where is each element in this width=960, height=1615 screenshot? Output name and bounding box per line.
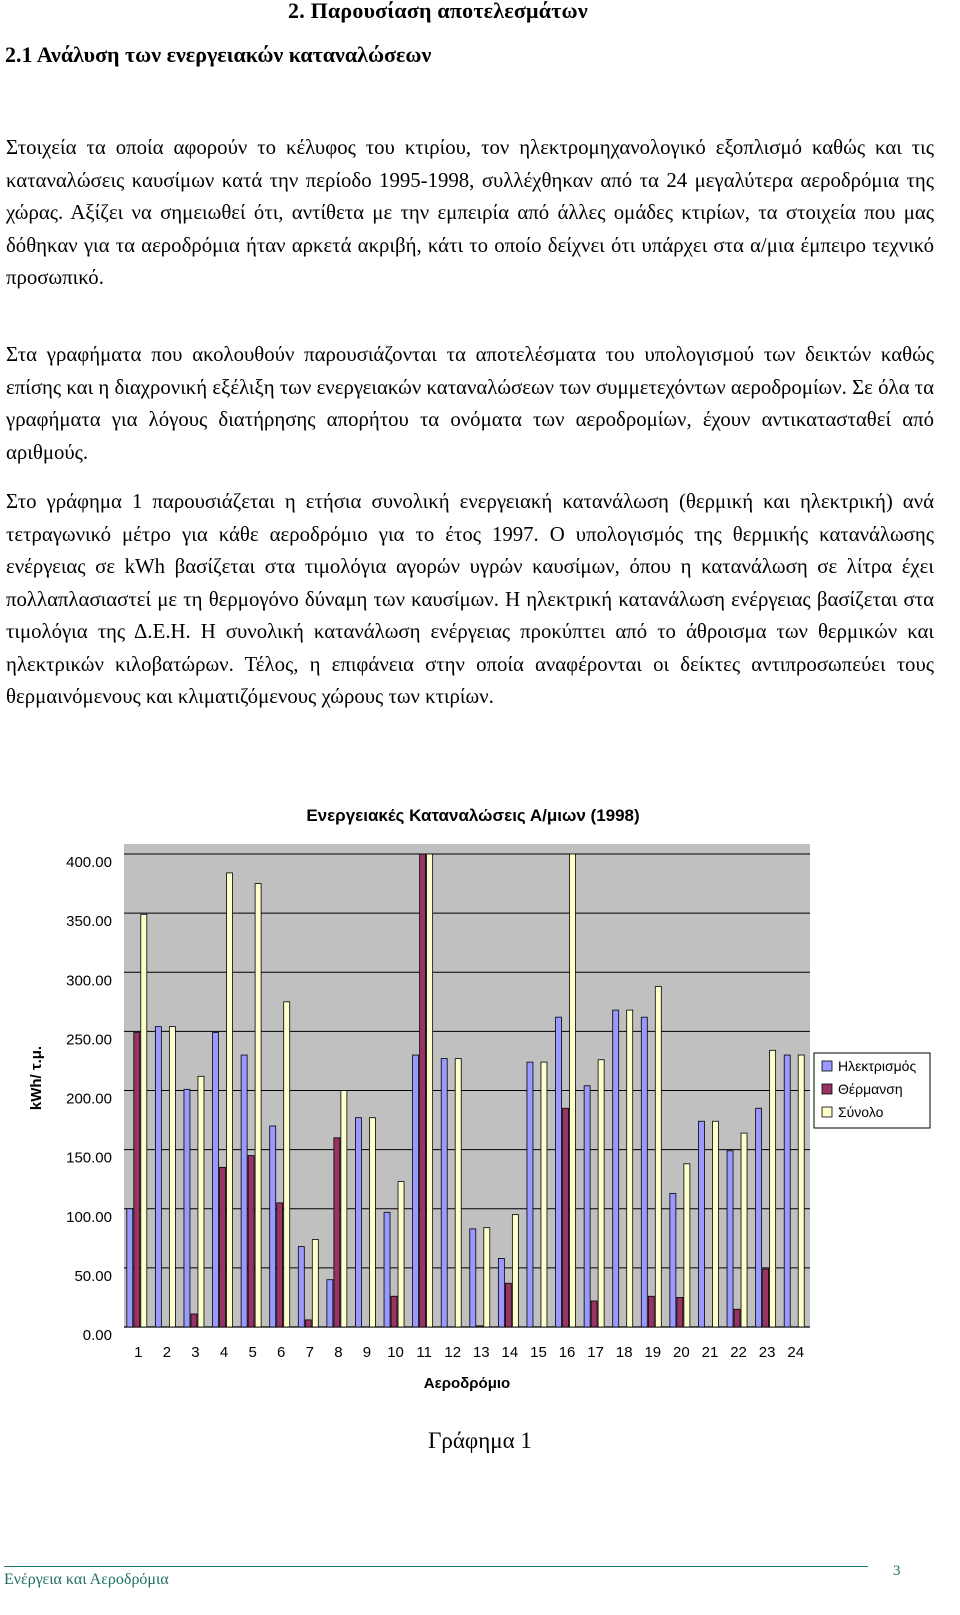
bar-total [484, 1228, 490, 1327]
x-tick-label: 6 [277, 1344, 286, 1361]
bar-electricity [641, 1017, 647, 1327]
bar-total [512, 1215, 518, 1327]
legend-swatch [822, 1061, 832, 1071]
section-title: 2.1 Ανάλυση των ενεργειακών καταναλώσεων [5, 42, 432, 67]
chart-title: Ενεργειακές Καταναλώσεις Α/μιων (1998) [306, 806, 640, 825]
paragraph-charts-intro: Στα γραφήματα που ακολουθούν παρουσιάζονται τα αποτελέσματα του υπολογισμού των δεικτών καθώς επίσης και η διαχρονική εξέλιξη των ενεργειακών καταναλώσεων των συμμετεχόντων αεροδρομίων. Σε όλα τα γραφήματα για λόγους διατήρησης απορήτου τα ονόματα των αεροδρομίων, έχουν αντικατασταθεί από αριθμούς. [6, 343, 934, 464]
bar-total [169, 1027, 175, 1327]
bar-electricity [698, 1121, 704, 1327]
chapter-title: 2. Παρουσίαση αποτελεσμάτων [288, 0, 588, 23]
bar-heating [191, 1314, 197, 1327]
bar-total [227, 873, 233, 1327]
x-axis-label: Αεροδρόμιο [423, 1375, 511, 1392]
bar-total [198, 1076, 204, 1327]
bar-electricity [355, 1118, 361, 1327]
y-tick-label: 0.00 [82, 1327, 112, 1344]
x-tick-label: 18 [615, 1344, 633, 1361]
bar-electricity [213, 1033, 219, 1327]
legend-swatch [822, 1107, 832, 1117]
x-tick-label: 5 [248, 1344, 257, 1361]
bar-total [770, 1050, 776, 1327]
x-tick-label: 22 [730, 1344, 747, 1361]
bar-total [255, 884, 261, 1327]
bar-total [427, 854, 433, 1327]
x-tick-label: 16 [558, 1344, 576, 1361]
bar-total [627, 1010, 633, 1327]
bar-electricity [184, 1089, 190, 1327]
bar-heating [248, 1156, 254, 1327]
x-tick-label: 24 [787, 1344, 805, 1361]
bar-heating [648, 1296, 654, 1327]
bar-total [398, 1182, 404, 1327]
bar-electricity [527, 1062, 533, 1327]
paragraph-data-collection: Στοιχεία τα οποία αφορούν το κέλυφος του κτιρίου, τον ηλεκτρομηχανολογικό εξοπλισμό καθώς και τις καταναλώσεις καυσίμων κατά την περίοδο 1995-1998, συλλέχθηκαν από τα 24 μεγαλύτερα αεροδρόμια της χώρας. Αξίζει να σημειωθεί ότι, αντίθετα με την εμπειρία από άλλες ομάδες κτιρίων, τα στοιχεία που μας δόθηκαν για τα αεροδρόμια ήταν αρκετά ακριβή, κάτι το οποίο δείχνει ότι υπάρχει στα α/μια έμπειρο τεχνικό προσωπικό. [6, 136, 934, 289]
bar-total [712, 1121, 718, 1327]
bar-total [798, 1055, 804, 1327]
x-tick-label: 17 [587, 1344, 604, 1361]
bar-total [684, 1164, 690, 1327]
bar-heating [591, 1301, 597, 1327]
x-tick-label: 3 [191, 1344, 200, 1361]
bar-heating [477, 1326, 483, 1327]
bar-total [369, 1118, 375, 1327]
bar-electricity [670, 1193, 676, 1327]
bar-total [455, 1059, 461, 1327]
bar-electricity [556, 1017, 562, 1327]
bar-heating [505, 1283, 511, 1327]
bar-heating [763, 1269, 769, 1327]
x-tick-label: 10 [387, 1344, 404, 1361]
x-tick-label: 11 [416, 1344, 432, 1361]
x-tick-label: 15 [530, 1344, 547, 1361]
y-axis-label: kWh/ τ.μ. [28, 1045, 45, 1111]
bar-total [655, 986, 661, 1327]
legend-label: Ηλεκτρισμός [838, 1058, 917, 1074]
bar-electricity [784, 1055, 790, 1327]
x-tick-label: 4 [219, 1344, 229, 1361]
bar-electricity [727, 1151, 733, 1327]
bar-heating [277, 1203, 283, 1327]
bar-total [541, 1062, 547, 1327]
x-tick-label: 12 [444, 1344, 462, 1361]
bar-heating [334, 1138, 340, 1327]
y-tick-label: 50.00 [74, 1267, 112, 1285]
bar-heating [134, 1033, 140, 1327]
bar-electricity [155, 1027, 161, 1327]
figure-caption: Γράφημα 1 [428, 1428, 532, 1453]
page-number: 3 [893, 1563, 901, 1579]
bar-heating [420, 854, 426, 1327]
bar-heating [563, 1108, 569, 1327]
bar-electricity [384, 1212, 390, 1327]
bar-electricity [613, 1010, 619, 1327]
legend-label: Σύνολο [838, 1104, 884, 1120]
bar-electricity [327, 1280, 333, 1327]
x-tick-label: 13 [472, 1344, 490, 1361]
bar-electricity [470, 1229, 476, 1327]
y-tick-label: 100.00 [66, 1208, 112, 1226]
x-tick-label: 9 [362, 1344, 372, 1361]
bar-total [284, 1002, 290, 1327]
bar-total [312, 1239, 318, 1327]
bar-electricity [413, 1055, 419, 1327]
bar-heating [391, 1296, 397, 1327]
x-tick-label: 1 [134, 1344, 143, 1361]
energy-consumption-chart [0, 790, 960, 1450]
legend-swatch [822, 1084, 832, 1094]
bar-heating [220, 1167, 226, 1327]
y-tick-label: 250.00 [66, 1031, 112, 1049]
bar-heating [734, 1309, 740, 1327]
y-tick-label: 300.00 [66, 972, 112, 990]
chart-svg [0, 790, 960, 1450]
bar-electricity [584, 1086, 590, 1327]
x-tick-label: 23 [758, 1344, 776, 1361]
bar-total [598, 1060, 604, 1327]
bar-total [741, 1133, 747, 1327]
y-tick-label: 200.00 [66, 1090, 112, 1108]
bar-electricity [298, 1247, 304, 1327]
y-tick-label: 350.00 [66, 913, 112, 931]
x-tick-label: 20 [673, 1344, 690, 1361]
bar-electricity [241, 1055, 247, 1327]
y-tick-label: 150.00 [66, 1149, 112, 1167]
x-tick-label: 8 [334, 1344, 343, 1361]
legend-label: Θέρμανση [838, 1081, 903, 1097]
x-tick-label: 21 [701, 1344, 719, 1361]
bar-electricity [441, 1059, 447, 1327]
x-tick-label: 14 [501, 1344, 519, 1361]
x-tick-label: 7 [305, 1344, 314, 1361]
bar-heating [305, 1320, 311, 1327]
bar-total [341, 1091, 347, 1328]
footer-rule [4, 1566, 868, 1567]
y-tick-label: 400.00 [66, 854, 112, 871]
paragraph-chart-1-description: Στο γράφημα 1 παρουσιάζεται η ετήσια συνολική ενεργειακή κατανάλωση (θερμική και ηλεκτρική) ανά τετραγωνικό μέτρο για κάθε αεροδρόμιο για το έτος 1997. Ο υπολογισμός της θερμικής κατανάλωσης ενέργειας σε kWh βασίζεται στα τιμολόγια αγορών υγρών καυσίμων, όπου η κατανάλωση σε λίτρα έχει πολλαπλασιαστεί με τη θερμογόνο δύναμη των καυσίμων. Η ηλεκτρική κατανάλωση ενέργειας βασίζεται στα τιμολόγια της Δ.Ε.Η. Η συνολική κατανάλωση ενέργειας προκύπτει από το άθροισμα των θερμικών και ηλεκτρικών κιλοβατώρων. Τέλος, η επιφάνεια στην οποία αναφέρονται οι δείκτες αντιπροσωπεύει τους θερμαινόμενους και κλιματιζόμενους χώρους των κτιρίων. [6, 490, 934, 708]
bar-electricity [498, 1258, 504, 1327]
bar-total [570, 854, 576, 1327]
x-tick-label: 2 [162, 1344, 172, 1361]
bar-electricity [127, 1209, 133, 1327]
bar-electricity [270, 1126, 276, 1327]
footer-title: Ενέργεια και Αεροδρόμια [4, 1571, 169, 1588]
bar-heating [677, 1297, 683, 1327]
bar-electricity [756, 1108, 762, 1327]
x-tick-label: 19 [644, 1344, 662, 1361]
bar-total [141, 914, 147, 1327]
